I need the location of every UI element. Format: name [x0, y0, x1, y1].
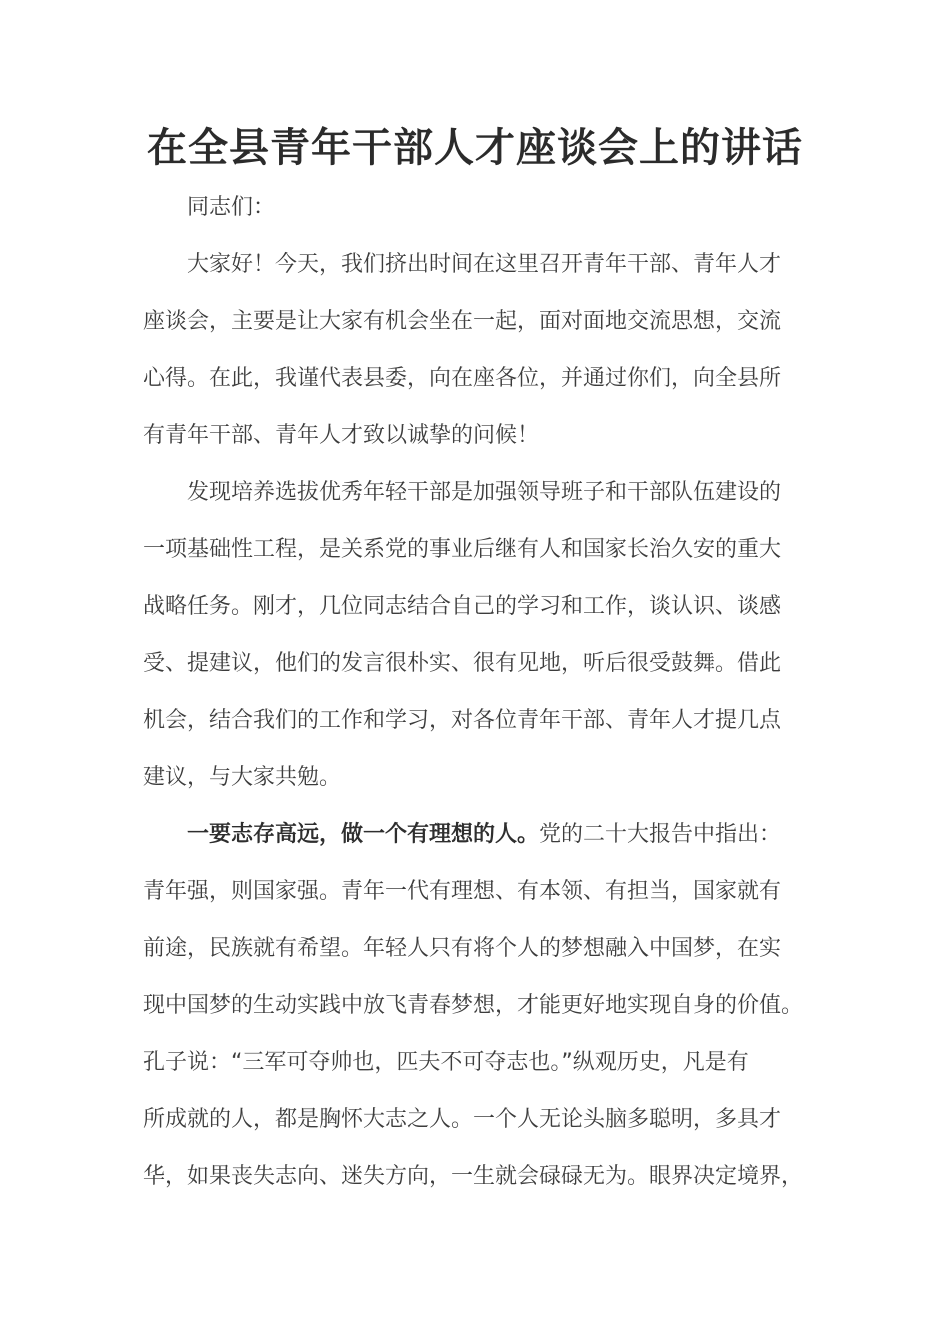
paragraph-line: 前途，民族就有希望。年轻人只有将个人的梦想融入中国梦，在实 — [143, 936, 782, 961]
salutation: 同志们： — [187, 195, 276, 220]
paragraph-line: 华，如果丧失志向、迷失方向，一生就会碌碌无为。眼界决定境界， — [143, 1164, 804, 1189]
paragraph-line: 所成就的人，都是胸怀大志之人。一个人无论头脑多聪明，多具才 — [143, 1107, 782, 1132]
section-heading: 一要志存高远，做一个有理想的人。 — [187, 822, 540, 847]
paragraph-line: 一项基础性工程，是关系党的事业后继有人和国家长治久安的重大 — [143, 537, 782, 562]
paragraph-line: 战略任务。刚才，几位同志结合自己的学习和工作，谈认识、谈感 — [143, 594, 782, 619]
document-title: 在全县青年干部人才座谈会上的讲话 — [147, 124, 803, 171]
paragraph-line: 座谈会，主要是让大家有机会坐在一起，面对面地交流思想，交流 — [143, 309, 782, 334]
document-body — [143, 179, 803, 1205]
paragraph-text: 党的二十大报告中指出： — [539, 822, 782, 847]
paragraph-line: 机会，结合我们的工作和学习，对各位青年干部、青年人才提几点 — [143, 708, 782, 733]
paragraph-line: 心得。在此，我谨代表县委，向在座各位，并通过你们，向全县所 — [143, 366, 782, 391]
paragraph-line: 现中国梦的生动实践中放飞青春梦想，才能更好地实现自身的价值。 — [143, 993, 804, 1018]
paragraph-line: 大家好！今天，我们挤出时间在这里召开青年干部、青年人才 — [187, 252, 782, 277]
paragraph-line: 青年强，则国家强。青年一代有理想、有本领、有担当，国家就有 — [143, 879, 782, 904]
paragraph-line — [143, 806, 803, 863]
paragraph-line: 孔子说：“三军可夺帅也，匹夫不可夺志也。”纵观历史，凡是有 — [143, 1050, 749, 1075]
paragraph-line: 发现培养选拔优秀年轻干部是加强领导班子和干部队伍建设的 — [187, 480, 782, 505]
paragraph-line: 建议，与大家共勉。 — [143, 765, 342, 790]
paragraph-line: 有青年干部、青年人才致以诚挚的问候！ — [143, 423, 540, 448]
paragraph-line: 受、提建议，他们的发言很朴实、很有见地，听后很受鼓舞。借此 — [143, 651, 782, 676]
